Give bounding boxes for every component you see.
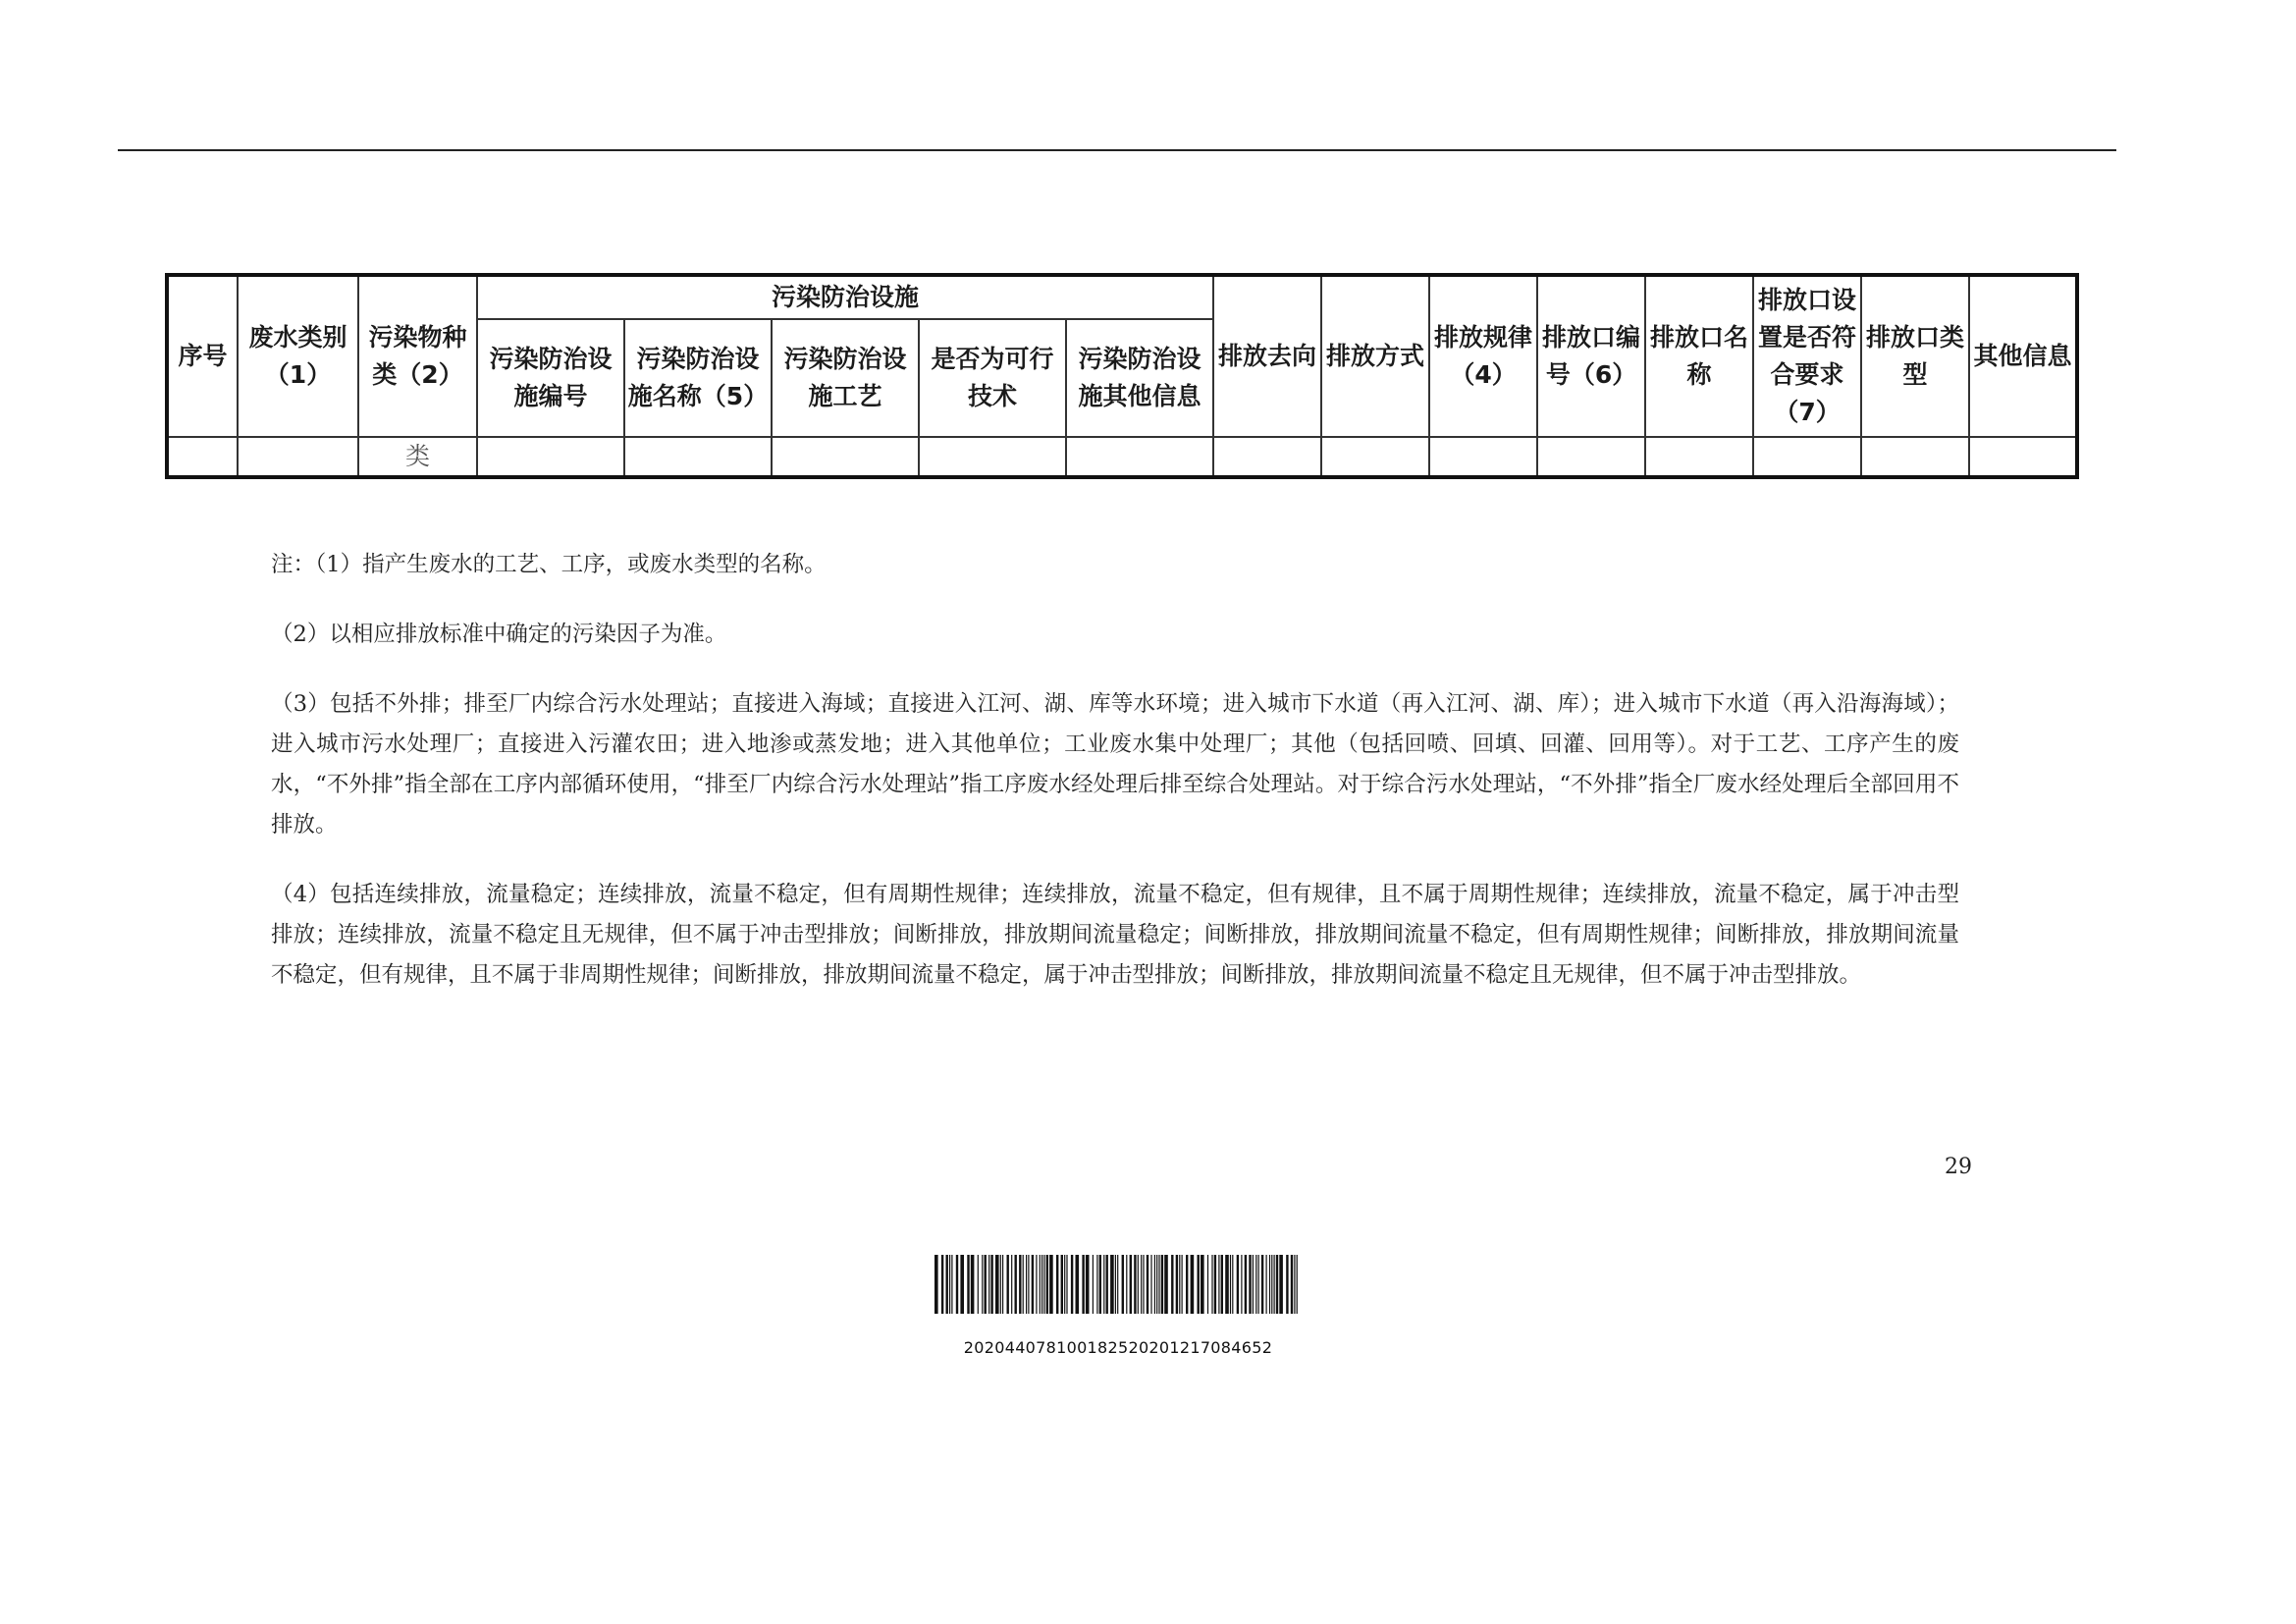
cell-outlet-name [1645, 437, 1753, 477]
cell-seq [167, 437, 238, 477]
cell-discharge-method [1321, 437, 1429, 477]
barcode-bar [1049, 1255, 1053, 1314]
header-pollutant-type: 污染物种类（2） [358, 275, 477, 437]
barcode-bar [934, 1255, 938, 1314]
barcode-bar [1019, 1255, 1021, 1314]
header-outlet-name: 排放口名称 [1645, 275, 1753, 437]
cell-facility-id [477, 437, 624, 477]
barcode-bar [1179, 1255, 1180, 1314]
header-rule [118, 149, 2116, 151]
barcode-bar [1261, 1255, 1263, 1314]
barcode-bar [1237, 1255, 1239, 1314]
barcode-bar [1028, 1255, 1029, 1314]
barcode-bar [1255, 1255, 1256, 1314]
header-outlet-type: 排放口类型 [1861, 275, 1969, 437]
cell-facility-other [1066, 437, 1213, 477]
notes-section [271, 545, 1959, 1025]
barcode-bar [1110, 1255, 1114, 1314]
barcode-bar [1245, 1255, 1247, 1314]
barcode-bar [1274, 1255, 1275, 1314]
barcode-bar [1171, 1255, 1173, 1314]
barcode-bar [1279, 1255, 1283, 1314]
cell-outlet-type [1861, 437, 1969, 477]
barcode-bar [978, 1255, 979, 1314]
barcode-bar [985, 1255, 987, 1314]
table-row [167, 437, 2077, 477]
barcode-bar [1191, 1255, 1195, 1314]
header-discharge-method: 排放方式 [1321, 275, 1429, 437]
barcode-bar [1076, 1255, 1080, 1314]
note-2: （2）以相应排放标准中确定的污染因子为准。 [271, 622, 727, 647]
barcode-bar [1198, 1255, 1200, 1314]
header-seq: 序号 [167, 275, 238, 437]
barcode-bar [1266, 1255, 1267, 1314]
barcode-bar [1230, 1255, 1231, 1314]
barcode-bar [1056, 1255, 1058, 1314]
barcode-bar [1093, 1255, 1094, 1314]
barcode-bar [1138, 1255, 1139, 1314]
cell-facility-name [624, 437, 772, 477]
barcode-bar [1103, 1255, 1104, 1314]
barcode-bar [1096, 1255, 1097, 1314]
header-facility-other: 污染防治设施其他信息 [1066, 319, 1213, 437]
barcode-bar [982, 1255, 983, 1314]
barcode-image [933, 1255, 1304, 1314]
barcode-bar [956, 1255, 958, 1314]
barcode-bar [1043, 1255, 1044, 1314]
barcode-bar [1134, 1255, 1136, 1314]
barcode-bar [1258, 1255, 1259, 1314]
barcode-bar [1000, 1255, 1001, 1314]
barcode-number: 202044078100182520201217084652 [963, 1338, 1273, 1357]
note-3: （3）包括不外排；排至厂内综合污水处理站；直接进入海域；直接进入江河、湖、库等水环境；进入城市下水道（再入江河、湖、库）；进入城市下水道（再入沿海海域）；进入城市污水处理厂；直接进入污灌农田；进入地渗或蒸发地；进入其他单位；工业废水集中处理厂；其他（包括回喷、回填、回灌、回用等）。对于工艺、工序产生的废水，“不外排”指全部在工序内部循环使用，“排至厂内综合污水处理站”指工序废水经处理后排至综合处理站。对于综合污水处理站，“不外排”指全厂废水经处理后全部回用不排放。 [271, 691, 1959, 838]
barcode-bar [1154, 1255, 1155, 1314]
barcode-bar [1064, 1255, 1065, 1314]
header-facility-process: 污染防治设施工艺 [772, 319, 919, 437]
barcode-bar [990, 1255, 992, 1314]
barcode-bar [1286, 1255, 1288, 1314]
header-outlet-id: 排放口编号（6） [1537, 275, 1645, 437]
barcode-bar [1122, 1255, 1124, 1314]
barcode-bar [967, 1255, 969, 1314]
barcode-bar [1007, 1255, 1009, 1314]
barcode-bar [1141, 1255, 1142, 1314]
barcode-bar [1117, 1255, 1118, 1314]
barcode-bar [1106, 1255, 1108, 1314]
cell-pollutant-type: 类 [358, 437, 477, 477]
header-outlet-compliance: 排放口设置是否符合要求（7） [1753, 275, 1861, 437]
barcode-bar [1276, 1255, 1278, 1314]
cell-outlet-id [1537, 437, 1645, 477]
barcode-bar [1211, 1255, 1212, 1314]
page-number: 29 [1945, 1155, 1972, 1179]
cell-other-info [1969, 437, 2077, 477]
barcode-bar [951, 1255, 952, 1314]
barcode-bar [1186, 1255, 1188, 1314]
barcode-bar [1041, 1255, 1042, 1314]
header-facility-name: 污染防治设施名称（5） [624, 319, 772, 437]
barcode-bar [949, 1255, 950, 1314]
note-1: 注：（1）指产生废水的工艺、工序，或废水类型的名称。 [271, 552, 827, 577]
barcode-bar [946, 1255, 948, 1314]
barcode-bar [1126, 1255, 1127, 1314]
note-4: （4）包括连续排放，流量稳定；连续排放，流量不稳定，但有周期性规律；连续排放，流量不稳定，但有规律，且不属于周期性规律；连续排放，流量不稳定，属于冲击型排放；连续排放，流量不稳定且无规律，但不属于冲击型排放；间断排放，排放期间流量稳定；间断排放，排放期间流量不稳定，但有周期性规律；间断排放，排放期间流量不稳定，但有规律，且不属于非周期性规律；间断排放，排放期间流量不稳定，属于冲击型排放；间断排放，排放期间流量不稳定且无规律，但不属于冲击型排放。 [271, 882, 1959, 988]
barcode-bar [1040, 1255, 1041, 1314]
barcode-bar [1225, 1255, 1229, 1314]
barcode-bar [1158, 1255, 1159, 1314]
barcode-bar [1249, 1255, 1251, 1314]
cell-discharge-pattern [1429, 437, 1537, 477]
barcode-bar [1294, 1255, 1295, 1314]
barcode-bar [971, 1255, 975, 1314]
cell-outlet-compliance [1753, 437, 1861, 477]
barcode-bar [1232, 1255, 1233, 1314]
header-discharge-pattern: 排放规律（4） [1429, 275, 1537, 437]
barcode-bar [1032, 1255, 1034, 1314]
wastewater-facility-table [165, 273, 2079, 479]
barcode-bar [1036, 1255, 1037, 1314]
cell-facility-process [772, 437, 919, 477]
barcode-bar [1023, 1255, 1024, 1314]
barcode-bar [1214, 1255, 1216, 1314]
barcode-bar [1161, 1255, 1163, 1314]
barcode-bar [1271, 1255, 1272, 1314]
barcode-bar [1066, 1255, 1067, 1314]
barcode-bar [1143, 1255, 1144, 1314]
barcode-bar [1291, 1255, 1293, 1314]
barcode-bar [1201, 1255, 1204, 1314]
barcode-bar [1071, 1255, 1073, 1314]
barcode-bar [1221, 1255, 1223, 1314]
barcode-bar [1086, 1255, 1090, 1314]
header-facility-id: 污染防治设施编号 [477, 319, 624, 437]
barcode-bar [1297, 1255, 1298, 1314]
barcode-bar [1061, 1255, 1063, 1314]
barcode-bar [1253, 1255, 1254, 1314]
barcode-bar [1015, 1255, 1017, 1314]
barcode-bar [1082, 1255, 1084, 1314]
barcode-bar [1011, 1255, 1012, 1314]
barcode-bar [1130, 1255, 1132, 1314]
barcode-bar [1176, 1255, 1178, 1314]
cell-discharge-destination [1213, 437, 1321, 477]
barcode-bar [1164, 1255, 1168, 1314]
barcode-bar [1002, 1255, 1003, 1314]
barcode-bar [1150, 1255, 1151, 1314]
barcode-bar [941, 1255, 943, 1314]
barcode-bar [1269, 1255, 1270, 1314]
cell-feasible-tech [919, 437, 1066, 477]
barcode-bar [1147, 1255, 1148, 1314]
header-wastewater-type: 废水类别（1） [238, 275, 358, 437]
barcode-bar [1156, 1255, 1157, 1314]
header-other-info: 其他信息 [1969, 275, 2077, 437]
cell-wastewater-type [238, 437, 358, 477]
barcode-bar [1218, 1255, 1219, 1314]
barcode-bar [1207, 1255, 1208, 1314]
barcode-bar [960, 1255, 964, 1314]
barcode-bar [1099, 1255, 1101, 1314]
barcode-bar [1241, 1255, 1242, 1314]
barcode-bar [1182, 1255, 1183, 1314]
barcode-bar [995, 1255, 999, 1314]
barcode-bar [988, 1255, 989, 1314]
header-feasible-tech: 是否为可行技术 [919, 319, 1066, 437]
header-facility-group: 污染防治设施 [477, 275, 1213, 319]
header-discharge-destination: 排放去向 [1213, 275, 1321, 437]
barcode-bar [1026, 1255, 1027, 1314]
barcode-bar [1046, 1255, 1048, 1314]
barcode-bar [1115, 1255, 1116, 1314]
